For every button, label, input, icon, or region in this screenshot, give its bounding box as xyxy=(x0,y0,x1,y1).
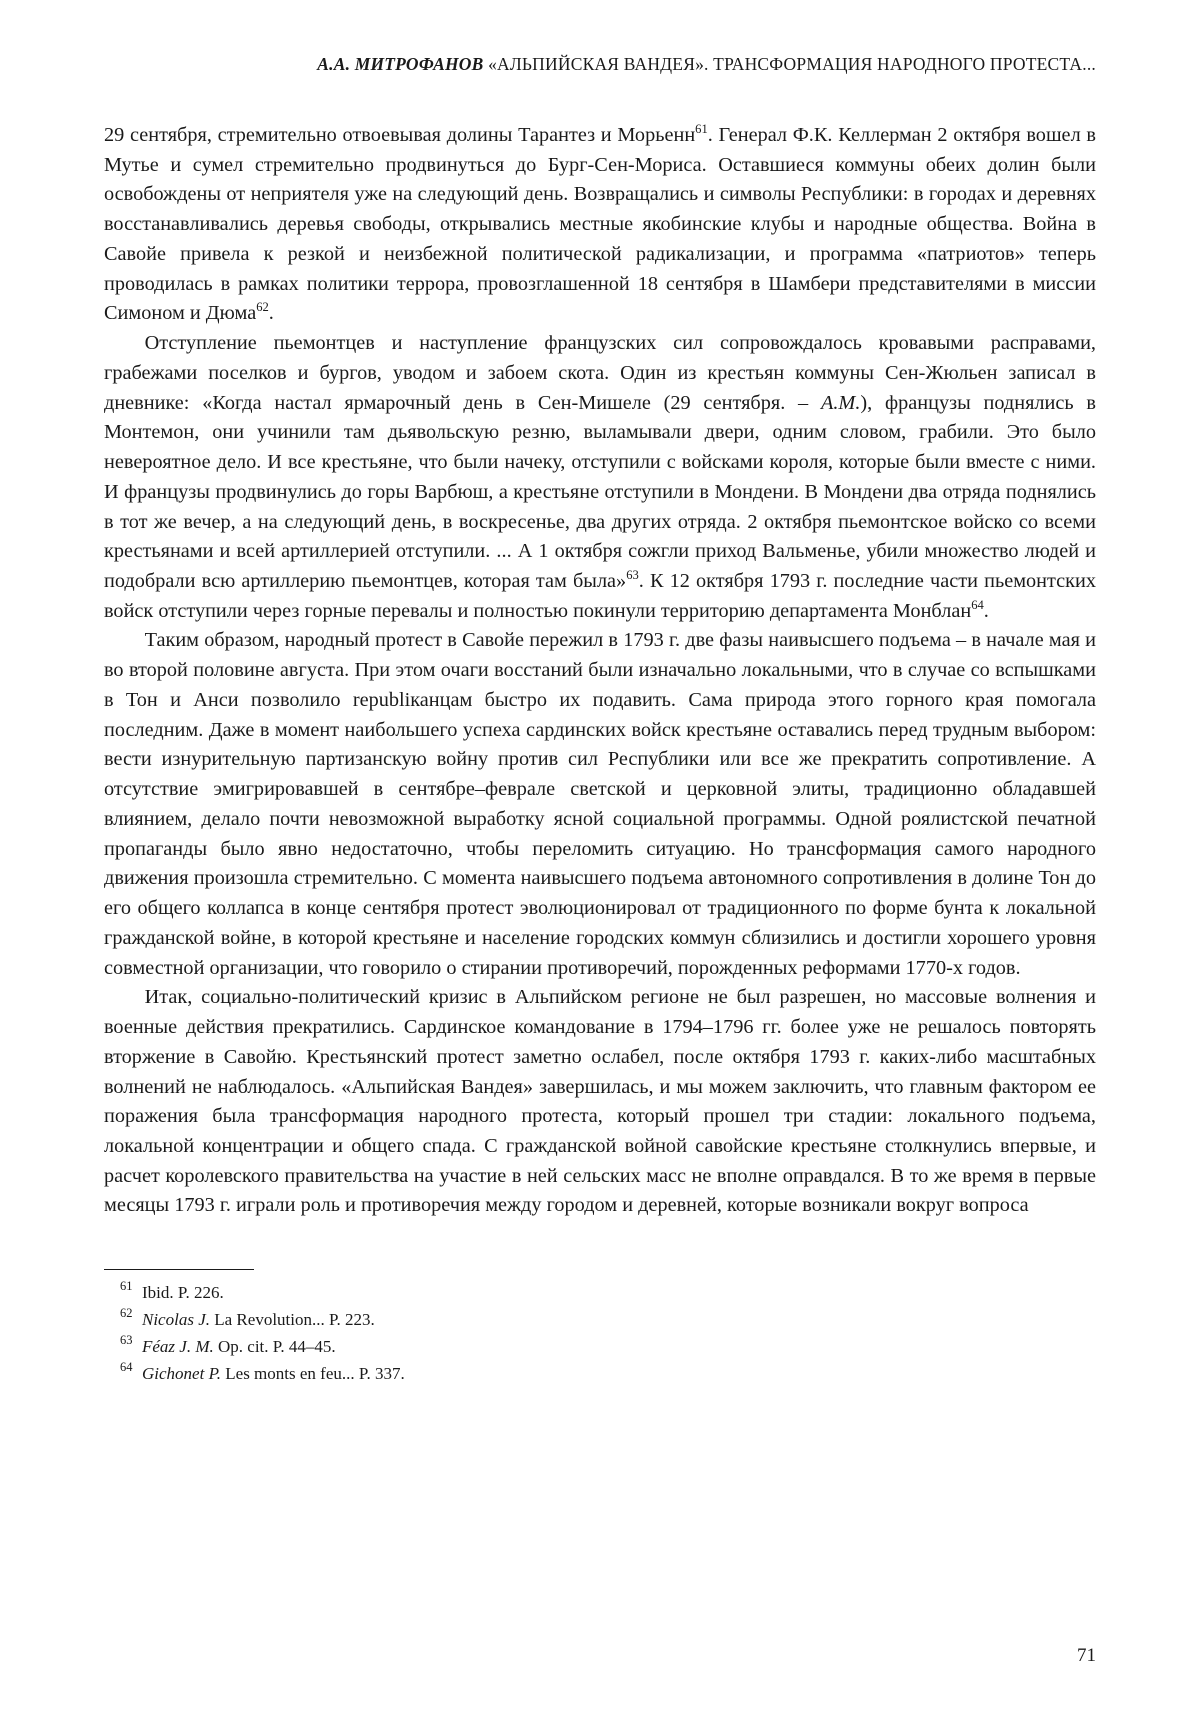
running-head xyxy=(104,54,1096,75)
footnote-number: 61 xyxy=(120,1279,133,1294)
running-head-title: «АЛЬПИЙСКАЯ ВАНДЕЯ». ТРАНСФОРМАЦИЯ НАРОДНОГО ПРОТЕСТА... xyxy=(488,54,1096,74)
footnote-number: 62 xyxy=(120,1306,133,1320)
footnote-text: Féaz J. M. Op. cit. P. 44–45. xyxy=(142,1336,336,1356)
footnote-separator xyxy=(104,1269,254,1270)
footnote-text: Ibid. P. 226. xyxy=(142,1283,224,1303)
footnote-item xyxy=(104,1361,1096,1387)
paragraph-4: Итак, социально-политический кризис в Альпийском регионе не был разрешен, но массовые волнения и военные действия прекратились. Сардинское командование в 1794–1796 гг. более уже не решалось повторять вторжение в Савойю. Крестьянский протест заметно ослабел, после октября 1793 г. каких-либо масштабных волнений не наблюдалось. «Альпийская Вандея» завершилась, и мы можем заключить, что главным фактором ее поражения была трансформация народного протеста, который прошел три стадии: локального подъема, локальной концентрации и общего спада. С гражданской войной савойские крестьяне столкнулись впервые, и расчет королевского правительства на участие в ней сельских масс не вполне оправдался. В то же время в первые месяцы 1793 г. играли роль и противоречия между городом и деревней, которые возникали вокруг вопроса xyxy=(104,986,1096,1217)
footnote-text: Nicolas J. La Revolution... P. 223. xyxy=(142,1310,375,1329)
footnote-item xyxy=(104,1307,1096,1333)
running-head-author: А.А. МИТРОФАНОВ xyxy=(317,54,484,74)
paragraph-1: 29 сентября, стремительно отвоевывая долины Тарантез и Морьенн$^{61}$. Генерал Ф.К. Келлерман 2 октября вошел в Мутье и сумел стремительно продвинуться до Бург-Сен-Мориса. Оставшиеся коммуны обеих долин были освобождены от неприятеля уже на следующий день. Возвращались и символы Республики: в городах и деревнях восстанавливались деревья свободы, открывались местные якобинские клубы и народные общества. Война в Савойе привела к резкой и неизбежной политической радикализации, и программа «патриотов» теперь проводилась в рамках политики террора, провозглашенной 18 сентября в Шамбери представителями в миссии Симоном и Дюма$^{62}$. xyxy=(104,122,1096,325)
page-number: 71 xyxy=(1077,1645,1096,1666)
footnote-number: 63 xyxy=(120,1332,133,1347)
paragraph-2: Отступление пьемонтцев и наступление французских сил сопровождалось кровавыми расправами, грабежами поселков и бургов, уводом и забоем скота. Один из крестьян коммуны Сен-Жюльен записал в дневнике: «Когда настал ярмарочный день в Сен-Мишеле (29 сентября. – А.М.), французы поднялись в Монтемон, они учинили там дьявольскую резню, выламывали двери, одним словом, грабили. Это было невероятное дело. И все крестьяне, что были начеку, отступили с войсками короля, которые были вместе с ними. И французы продвинулись до горы Варбюш, а крестьяне отступили в Мондени. В Мондени два отряда поднялись в тот же вечер, а на следующий день, в воскресенье, два других отряда. 2 октября пьемонтское войско со всеми крестьянами и всей артиллерией отступили. ... А 1 октября сожгли приход Вальменье, убили множество людей и подобрали всю артиллерию пьемонтцев, которая там была»$^{63}$. К 12 октября 1793 г. последние части пьемонтских войск отступили через горные перевалы и полностью покинули территорию департамента Монблан$^{64}$. xyxy=(104,332,1096,622)
footnotes xyxy=(104,1280,1096,1386)
footnote-item xyxy=(104,1280,1096,1306)
paragraph-3: Таким образом, народный протест в Савойе пережил в 1793 г. две фазы наивысшего подъема – в начале мая и во второй половине августа. При этом очаги восстаний были изначально локальными, что в случае со вспышками в Тон и Анси позволило republiканцам быстро их подавить. Сама природа этого горного края помогала последним. Даже в момент наибольшего успеха сардинских войск крестьяне оставались перед трудным выбором: вести изнурительную партизанскую войну против сил Республики или все же прекратить сопротивление. А отсутствие эмигрировавшей в сентябре–феврале светской и церковной элиты, традиционно обладавшей влиянием, делало почти невозможной выработку ясной социальной программы. Одной роялистской печатной пропаганды было явно недостаточно, чтобы переломить ситуацию. Но трансформация самого народного движения произошла стремительно. С момента наивысшего подъема автономного сопротивления в долине Тон до его общего коллапса в конце сентября протест эволюционировал от традиционного по форме бунта к локальной гражданской войне, в которой крестьяне и население городских коммун сблизились и достигли хорошего уровня совместной организации, что говорило о стирании противоречий, порожденных реформами 1770-х годов. xyxy=(104,629,1096,979)
footnote-item xyxy=(104,1334,1096,1360)
footnote-text: Gichonet P. Les monts en feu... P. 337. xyxy=(142,1363,405,1383)
footnote-number: 64 xyxy=(120,1359,133,1374)
spacer xyxy=(104,1221,1096,1239)
body-text xyxy=(104,121,1096,1221)
